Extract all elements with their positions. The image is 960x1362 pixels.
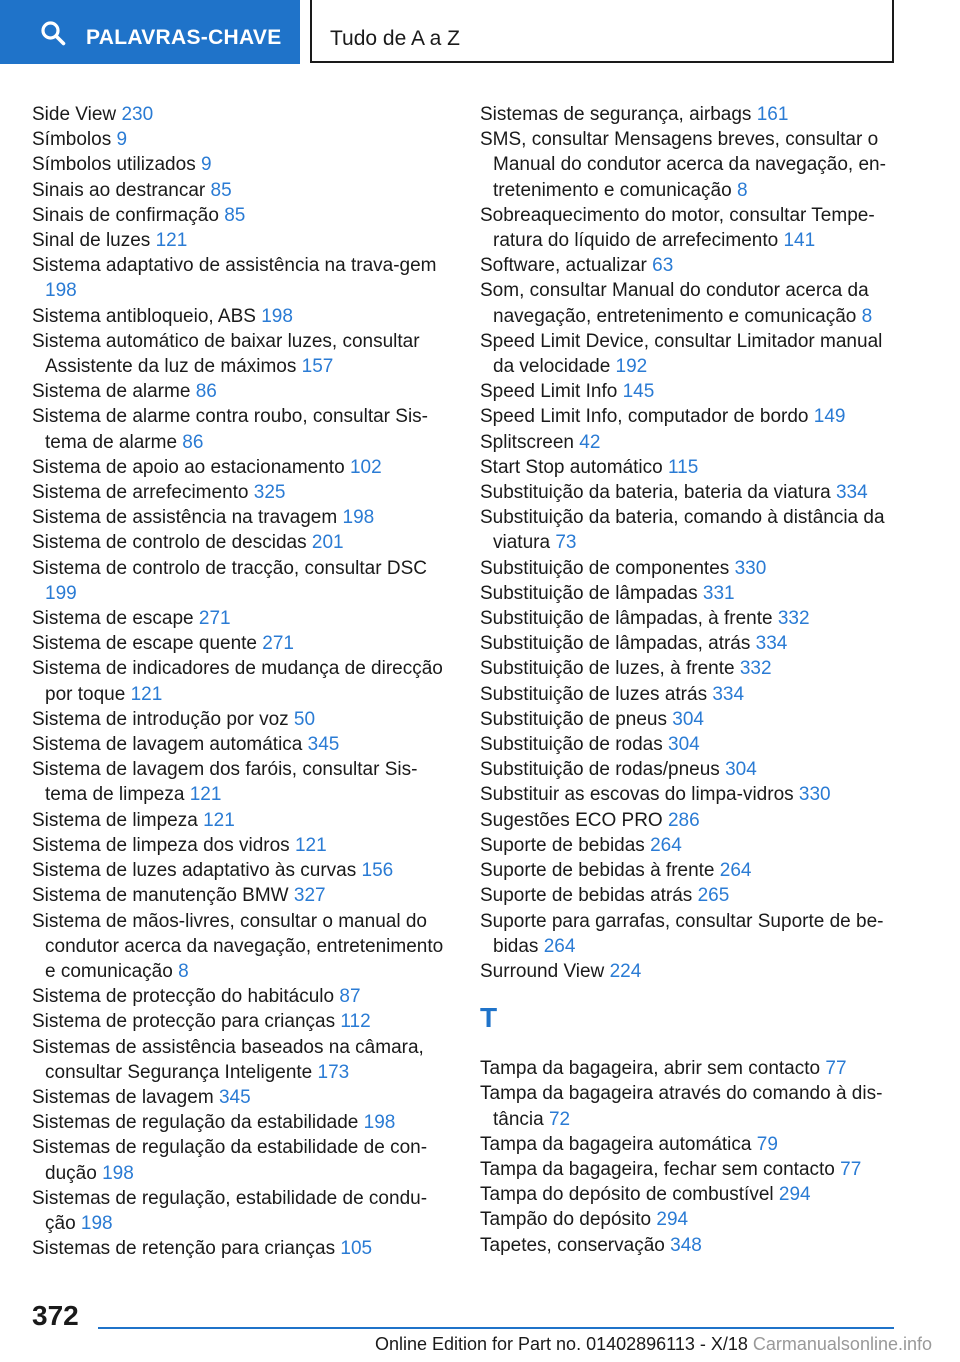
page-reference-link[interactable]: 42 [579, 431, 601, 453]
index-entry [480, 430, 892, 455]
page-reference-link[interactable]: 112 [340, 1011, 371, 1033]
top-navigation [0, 0, 960, 66]
index-entry-text: Sinais de confirmação [32, 204, 219, 226]
index-entry [32, 858, 452, 883]
page-reference-link[interactable]: 85 [210, 179, 232, 201]
index-entry-text: Sistema de limpeza dos vidros [32, 834, 290, 856]
page-reference-link[interactable]: 304 [725, 759, 757, 781]
index-entry [480, 329, 892, 379]
index-entry [32, 1236, 452, 1261]
keywords-tab-label: PALAVRAS-CHAVE [86, 26, 282, 49]
page-reference-link[interactable]: 332 [777, 608, 810, 630]
page-reference-link[interactable]: 325 [253, 482, 286, 504]
page-reference-link[interactable]: 8 [861, 305, 873, 327]
index-entry-text: Sistemas de regulação da estabilidade [32, 1112, 359, 1134]
index-entry [32, 329, 452, 379]
index-entry [480, 379, 892, 404]
index-entry [32, 203, 452, 228]
index-entry-text: Sistema de limpeza [32, 809, 198, 831]
index-entry [480, 1056, 892, 1081]
index-entry-text: Sinal de luzes [32, 230, 151, 252]
page-reference-link[interactable]: 330 [798, 784, 831, 806]
page-reference-link[interactable]: 264 [543, 935, 576, 957]
index-entry-text: Side View [32, 104, 117, 125]
page-reference-link[interactable]: 50 [293, 708, 316, 730]
index-entry-text: Sistemas de assistência baseados na câmara, consultar Segurança Inteligente [32, 1036, 424, 1083]
page-reference-link[interactable]: 330 [734, 557, 767, 579]
index-entry-text: Substituição de luzes atrás [480, 683, 708, 705]
index-entry [32, 833, 452, 858]
index-entry-text: Sistema de escape [32, 608, 194, 630]
index-entry [32, 152, 452, 177]
page-reference-link[interactable]: 9 [116, 129, 128, 151]
index-entry-text: Substituição da bateria, comando à distância da viatura [480, 507, 885, 554]
index-entry-text: Sistema de controlo de descidas [32, 532, 307, 554]
index-entry [480, 253, 892, 278]
page-reference-link[interactable]: 199 [45, 582, 77, 604]
keywords-tab[interactable] [0, 0, 300, 64]
index-entry [480, 127, 892, 203]
page-reference-link[interactable]: 73 [555, 532, 577, 554]
index-entry [32, 631, 452, 656]
page-reference-link[interactable]: 201 [311, 532, 344, 554]
page-reference-link[interactable]: 9 [200, 154, 212, 176]
index-entry [480, 909, 892, 959]
index-entry-text: Símbolos [32, 129, 112, 151]
index-entry [32, 556, 452, 606]
page-reference-link[interactable]: 79 [756, 1133, 778, 1155]
index-entry-text: Speed Limit Info [480, 381, 618, 403]
index-list-t [480, 1056, 892, 1258]
index-entry-text: Substituição de componentes [480, 557, 730, 579]
edition-text: Online Edition for Part no. 01402896113 - X/18 [374, 1334, 748, 1354]
index-entry-text: Tampa da bagageira através do comando à dis‐tância [480, 1083, 883, 1130]
index-entry-text: Sistema automático de baixar luzes, consultar Assistente da luz de máximos [32, 330, 420, 378]
index-entry-text: Suporte de bebidas à frente [480, 860, 715, 882]
index-entry [480, 858, 892, 883]
index-entry-text: Tampa da bagageira automática [480, 1133, 752, 1155]
footer-divider [98, 1327, 894, 1329]
index-entry [480, 833, 892, 858]
index-entry-text: Sistema de lavagem automática [32, 734, 303, 756]
page-reference-link[interactable]: 121 [130, 683, 163, 705]
index-list-s-continued [480, 102, 892, 984]
page-reference-link[interactable]: 294 [778, 1184, 811, 1206]
index-entry [32, 1009, 452, 1034]
index-entry [480, 505, 892, 555]
index-entry-text: Substituição de pneus [480, 708, 667, 730]
index-entry-text: Sistema de luzes adaptativo às curvas [32, 860, 357, 882]
index-entry [32, 984, 452, 1009]
index-entry [32, 505, 452, 530]
index-entry [32, 606, 452, 631]
index-entry [32, 1186, 452, 1236]
index-entry [32, 909, 452, 985]
page-reference-link[interactable]: 198 [80, 1212, 113, 1234]
index-entry-text: Sistema de apoio ao estacionamento [32, 456, 345, 478]
page-reference-link[interactable]: 87 [339, 986, 361, 1008]
page-reference-link[interactable]: 156 [361, 860, 394, 882]
page-reference-link[interactable]: 141 [783, 230, 816, 252]
index-entry [480, 1157, 892, 1182]
index-entry-text: Tampa da bagageira, fechar sem contacto [480, 1158, 835, 1180]
index-entry-text: Símbolos utilizados [32, 154, 196, 176]
page-reference-link[interactable]: 198 [261, 305, 293, 327]
index-entry-text: Substituição de lâmpadas, atrás [480, 633, 751, 655]
index-entry [480, 883, 892, 908]
watermark-brand: Carmanualsonline.info [752, 1334, 932, 1354]
index-entry-text: Som, consultar Manual do condutor acerca da navegação, entretenimento e comunicação [480, 280, 869, 327]
index-entry [480, 656, 892, 681]
index-entry-text: Sistemas de lavagem [32, 1086, 214, 1108]
page-reference-link[interactable]: 77 [840, 1158, 862, 1180]
index-entry-text: Substituição da bateria, bateria da viatura [480, 482, 831, 504]
index-entry-text: Speed Limit Info, computador de bordo [480, 406, 809, 428]
page-reference-link[interactable]: 198 [342, 507, 375, 529]
index-entry [480, 606, 892, 631]
index-entry-text: Substituir as escovas do limpa-vidros [480, 784, 794, 806]
index-entry-text: Substituição de lâmpadas [480, 582, 698, 604]
index-entry [32, 379, 452, 404]
index-entry [32, 1085, 452, 1110]
index-entry [480, 757, 892, 782]
index-entry [480, 808, 892, 833]
index-entry-text: Surround View [480, 960, 605, 982]
page-reference-link[interactable]: 332 [739, 658, 772, 680]
index-entry [32, 102, 452, 127]
index-entry-text: Sistema de alarme contra roubo, consultar Sis‐tema de alarme [32, 406, 429, 453]
index-entry-text: Substituição de lâmpadas, à frente [480, 608, 773, 630]
page-reference-link[interactable]: 121 [189, 784, 222, 806]
index-entry-text: Sistema de protecção para crianças [32, 1011, 336, 1033]
index-entry [32, 1135, 452, 1185]
index-entry [480, 102, 892, 127]
page-number: 372 [32, 1300, 79, 1331]
page-reference-link[interactable]: 85 [224, 204, 246, 226]
index-entry-text: Sobreaquecimento do motor, consultar Tempe‐ratura do líquido de arrefecimento [480, 204, 875, 252]
index-entry-text: Sistema de arrefecimento [32, 482, 249, 504]
page-reference-link[interactable]: 86 [182, 431, 204, 453]
page-reference-link[interactable]: 161 [756, 104, 789, 125]
index-entry [480, 707, 892, 732]
index-entry-text: Sistemas de regulação da estabilidade de con‐dução [32, 1137, 428, 1184]
page-reference-link[interactable]: 331 [702, 582, 735, 604]
page-reference-link[interactable]: 264 [719, 860, 752, 882]
index-entry [480, 278, 892, 328]
index-entry-text: Sistema adaptativo de assistência na trava‐gem [32, 255, 437, 277]
index-entry [480, 556, 892, 581]
index-entry-text: Sistema antibloqueio, ABS [32, 305, 256, 327]
page-reference-link[interactable]: 294 [656, 1209, 689, 1231]
index-entry [480, 682, 892, 707]
index-entry-text: Sistemas de retenção para crianças [32, 1238, 336, 1260]
index-entry-text: Substituição de rodas/pneus [480, 759, 720, 781]
page-reference-link[interactable]: 271 [198, 608, 231, 630]
index-entry-text: Suporte para garrafas, consultar Suporte de be‐bidas [480, 910, 884, 957]
page-reference-link[interactable]: 264 [650, 834, 682, 856]
index-entry [480, 1182, 892, 1207]
index-entry [32, 228, 452, 253]
index-entry [32, 1110, 452, 1135]
page-reference-link[interactable]: 105 [340, 1238, 373, 1260]
index-entry [32, 253, 452, 303]
index-entry-text: Start Stop automático [480, 456, 663, 478]
page-reference-link[interactable]: 334 [755, 633, 788, 655]
index-entry-text: Tampa do depósito de combustível [480, 1184, 774, 1206]
page-reference-link[interactable]: 271 [262, 633, 294, 655]
page-reference-link[interactable]: 63 [652, 255, 674, 277]
page-reference-link[interactable]: 304 [668, 734, 700, 756]
index-entry [480, 203, 892, 253]
page-reference-link[interactable]: 286 [667, 809, 700, 831]
page-reference-link[interactable]: 115 [668, 456, 699, 478]
index-column-left [32, 102, 452, 1261]
index-entry-text: Speed Limit Device, consultar Limitador manual da velocidade [480, 330, 883, 378]
a-to-z-tab-label: Tudo de A a Z [330, 27, 460, 50]
index-entry [32, 732, 452, 757]
index-entry [480, 480, 892, 505]
page-reference-link[interactable]: 8 [736, 179, 748, 201]
page-reference-link[interactable]: 77 [825, 1058, 847, 1080]
page-reference-link[interactable]: 121 [155, 230, 188, 252]
index-entry [480, 959, 892, 984]
index-column-right [480, 102, 892, 1258]
page-reference-link[interactable]: 198 [363, 1112, 396, 1134]
index-entry [32, 127, 452, 152]
page-reference-link[interactable]: 145 [622, 381, 655, 403]
index-entry [32, 304, 452, 329]
index-entry-text: Sistema de indicadores de mudança de direcção por toque [32, 658, 443, 705]
page-reference-link[interactable]: 192 [615, 356, 648, 378]
index-entry [32, 530, 452, 555]
index-entry [32, 883, 452, 908]
index-entry-text: Sistema de protecção do habitáculo [32, 986, 335, 1008]
search-icon [40, 20, 66, 46]
index-entry-text: Sistema de assistência na travagem [32, 507, 338, 529]
a-to-z-tab[interactable] [310, 0, 894, 63]
page-reference-link[interactable]: 8 [178, 960, 189, 982]
page-reference-link[interactable]: 173 [317, 1061, 350, 1083]
index-entry-text: Substituição de luzes, à frente [480, 658, 735, 680]
index-entry-text: Sistema de manutenção BMW [32, 885, 289, 907]
page-reference-link[interactable]: 304 [672, 708, 704, 730]
page-reference-link[interactable]: 198 [102, 1162, 134, 1184]
page-reference-link[interactable]: 265 [697, 885, 730, 907]
index-entry [480, 1233, 892, 1258]
index-entry [480, 455, 892, 480]
index-entry [32, 707, 452, 732]
index-entry-text: Software, actualizar [480, 255, 647, 277]
index-entry-text: Tampão do depósito [480, 1209, 652, 1231]
page-reference-link[interactable]: 121 [294, 834, 327, 856]
index-entry-text: Sistema de mãos-livres, consultar o manual do condutor acerca da navegação, entretenimento e comunicação [32, 910, 444, 982]
page-reference-link[interactable]: 86 [195, 381, 217, 403]
index-entry [480, 404, 892, 429]
page-reference-link[interactable]: 345 [218, 1086, 251, 1108]
index-entry [480, 1081, 892, 1131]
index-entry [480, 1207, 892, 1232]
page-reference-link[interactable]: 230 [121, 104, 154, 125]
page-reference-link[interactable]: 224 [609, 960, 642, 982]
index-entry-text: Sistemas de segurança, airbags [480, 104, 752, 125]
page-reference-link[interactable]: 348 [670, 1234, 702, 1256]
index-entry-text: Suporte de bebidas atrás [480, 885, 693, 907]
index-entry [32, 808, 452, 833]
index-entry-text: Tapetes, conservação [480, 1234, 665, 1256]
index-entry [32, 480, 452, 505]
index-entry [32, 455, 452, 480]
index-entry [480, 732, 892, 757]
page-reference-link[interactable]: 345 [307, 734, 340, 756]
page-reference-link[interactable]: 327 [293, 885, 326, 907]
index-entry-text: Sugestões ECO PRO [480, 809, 663, 831]
index-entry-text: Substituição de rodas [480, 734, 663, 756]
index-entry [32, 404, 452, 454]
page-reference-link[interactable]: 157 [301, 356, 334, 378]
index-entry [480, 581, 892, 606]
page-reference-link[interactable]: 334 [835, 482, 868, 504]
index-entry-text: SMS, consultar Mensagens breves, consultar o Manual do condutor acerca da navegação, en‐tretenimento e comunicação [480, 129, 886, 201]
page-reference-link[interactable]: 102 [349, 456, 382, 478]
index-entry-text: Sinais ao destrancar [32, 179, 206, 201]
page-reference-link[interactable]: 198 [45, 280, 77, 302]
index-entry [32, 178, 452, 203]
page-reference-link[interactable]: 121 [203, 809, 235, 831]
index-entry-text: Sistema de controlo de tracção, consultar DSC [32, 557, 427, 579]
index-entry-text: Sistema de alarme [32, 381, 191, 403]
index-entry [480, 782, 892, 807]
page-reference-link[interactable]: 149 [813, 406, 846, 428]
index-entry [32, 757, 452, 807]
index-entry [32, 1035, 452, 1085]
index-entry [480, 1132, 892, 1157]
page-reference-link[interactable]: 72 [548, 1108, 571, 1130]
index-entry-text: Splitscreen [480, 431, 574, 453]
index-entry-text: Sistemas de regulação, estabilidade de condu‐ção [32, 1187, 428, 1234]
index-entry-text: Sistema de lavagem dos faróis, consultar Sis‐tema de limpeza [32, 759, 418, 806]
index-entry [32, 656, 452, 706]
index-entry-text: Sistema de introdução por voz [32, 708, 289, 730]
page-reference-link[interactable]: 334 [712, 683, 745, 705]
index-entry-text: Sistema de escape quente [32, 633, 257, 655]
footer-edition [375, 1334, 932, 1355]
section-letter: T [480, 1002, 498, 1034]
index-entry-text: Suporte de bebidas [480, 834, 645, 856]
index-entry-text: Tampa da bagageira, abrir sem contacto [480, 1058, 821, 1080]
index-entry [480, 631, 892, 656]
